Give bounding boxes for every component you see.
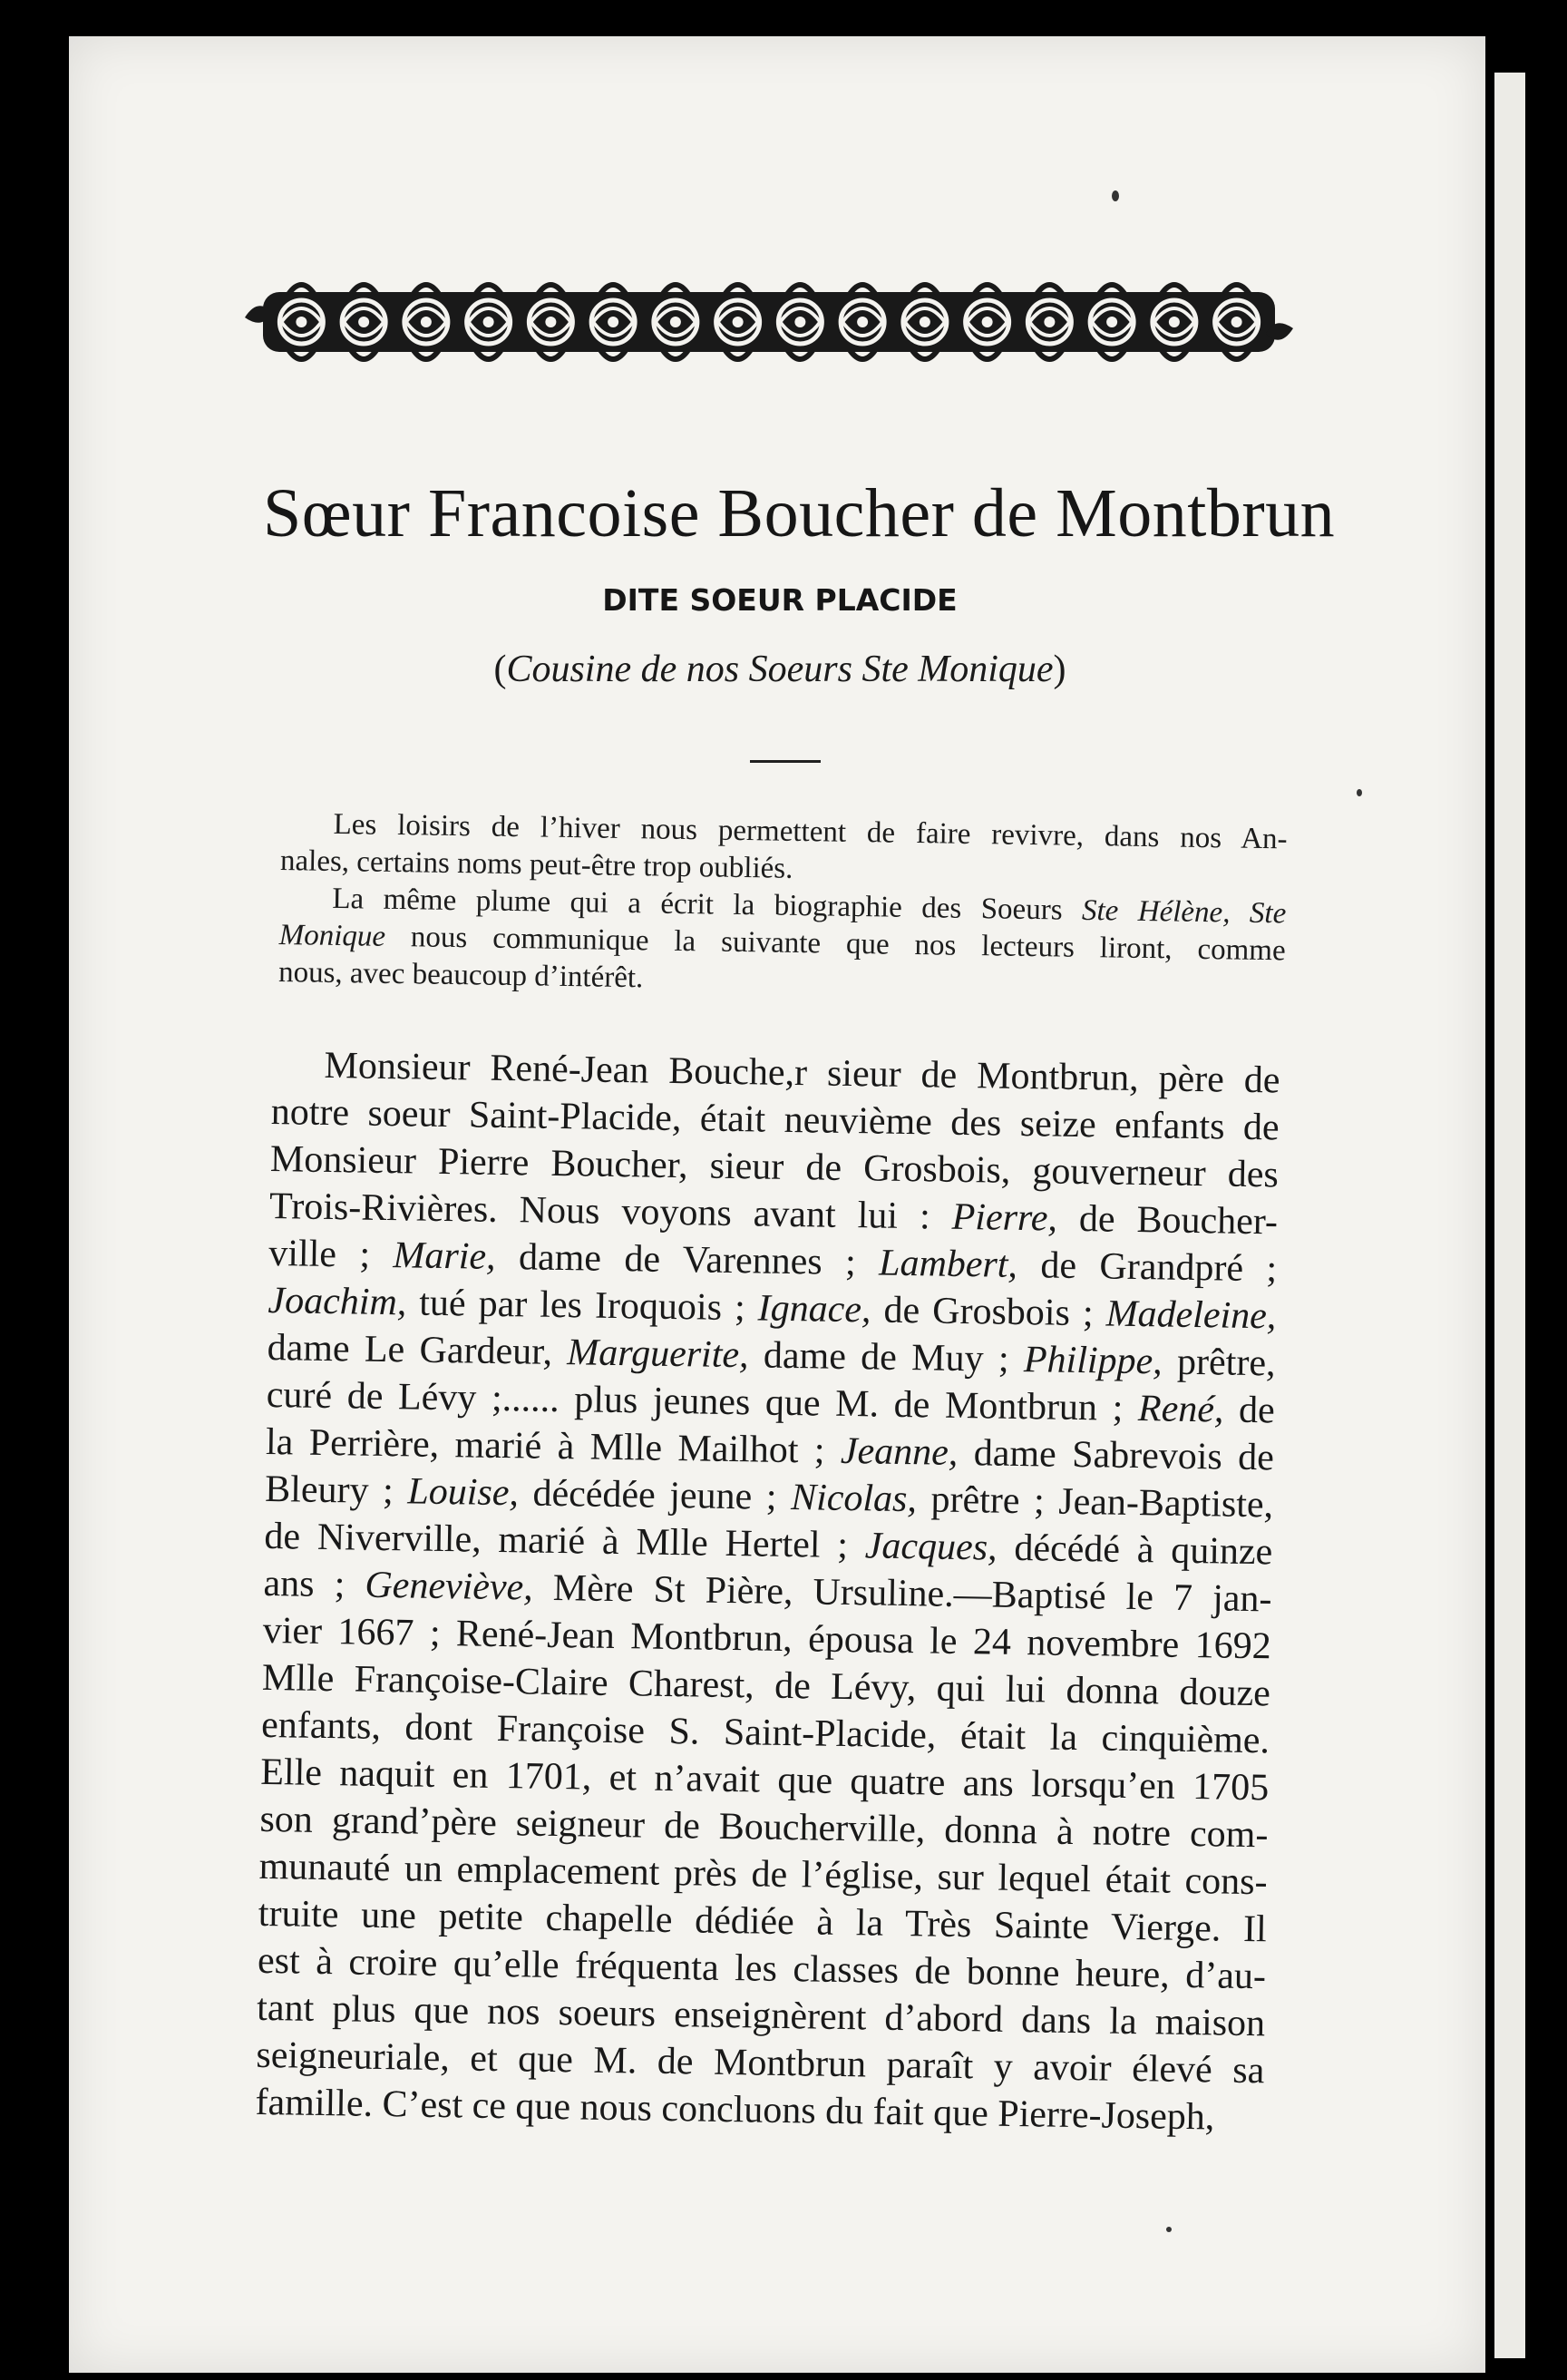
ink-speck xyxy=(1112,190,1119,201)
ornament-dot xyxy=(1169,317,1180,327)
italic-name: Jeanne, xyxy=(840,1429,959,1474)
italic-name: Monique xyxy=(278,918,386,953)
facing-page-edge xyxy=(1494,73,1525,2358)
italic-name: Louise, xyxy=(407,1470,520,1515)
text-run: nous, avec beaucoup d’intérêt. xyxy=(277,955,644,995)
section-divider xyxy=(750,760,821,763)
close-paren: ) xyxy=(1053,649,1066,690)
text-run: de Niverville, marié à Mlle Hertel ; xyxy=(264,1515,866,1567)
ornament-dot xyxy=(1231,317,1242,327)
italic-name: Ignace, xyxy=(757,1287,871,1331)
text-run: tué par les Iroquois ; xyxy=(405,1282,759,1330)
italic-name: Madeleine, xyxy=(1105,1292,1277,1338)
text-run: Elle naquit en 1701, et n’avait que quatre ans lorsqu’en 1705 xyxy=(259,1751,1270,1809)
text-run: truite une petite chapelle dédiée à la Très Sainte Vierge. Il xyxy=(258,1892,1268,1951)
text-run: nales, certains noms peut-être trop oubliés. xyxy=(279,844,793,885)
italic-name: Marguerite, xyxy=(567,1331,749,1377)
text-run: curé de Lévy ;...... plus jeunes que M. de Montbrun ; xyxy=(266,1373,1139,1430)
body-text xyxy=(255,1041,1280,2141)
ornament-dot xyxy=(857,317,868,327)
text-run: de Grandpré ; xyxy=(1017,1244,1278,1291)
text-run: dame de Varennes ; xyxy=(495,1235,880,1284)
ornament-dot xyxy=(421,317,432,327)
text-run: tant plus que nos soeurs enseignèrent d’abord dans la maison xyxy=(256,1986,1266,2045)
italic-name: Nicolas, xyxy=(790,1477,918,1521)
text-run: seigneuriale, et que M. de Montbrun paraît y avoir élevé sa xyxy=(256,2034,1265,2092)
text-run: dame Sabrevois de xyxy=(958,1431,1275,1479)
text-run: son grand’père seigneur de Boucherville, donna à notre com- xyxy=(259,1798,1269,1857)
italic-name: Geneviève, xyxy=(365,1564,534,1609)
text-run: notre soeur Saint-Placide, était neuvième des seize enfants de xyxy=(270,1090,1280,1149)
subtitle-parenthetical xyxy=(299,642,1260,697)
italic-name: Marie, xyxy=(393,1234,496,1278)
ornament-dot xyxy=(296,317,307,327)
intro-paragraph xyxy=(278,805,1288,1007)
text-run: Trois-Rivières. Nous voyons avant lui : xyxy=(268,1185,953,1238)
text-run: est à croire qu’elle fréquenta les classes de bonne heure, d’au- xyxy=(257,1939,1267,1998)
italic-name: Jacques, xyxy=(864,1525,998,1569)
ink-speck xyxy=(1166,2227,1172,2232)
ornament-dot xyxy=(670,317,681,327)
text-run: prêtre, xyxy=(1162,1341,1276,1385)
italic-name: Joachim, xyxy=(268,1279,407,1324)
ornament-dot xyxy=(545,317,556,327)
ornament-dot xyxy=(982,317,993,327)
italic-name: Ste Hélène, Ste xyxy=(1081,893,1287,931)
text-run: ans ; xyxy=(263,1562,365,1606)
text-run: famille. C’est ce que nous concluons du fait que Pierre-Joseph, xyxy=(255,2081,1215,2139)
italic-name: Philippe, xyxy=(1023,1339,1163,1383)
text-run: décédé à quinze xyxy=(997,1527,1273,1574)
text-run: Les loisirs de l’hiver nous permettent de faire revivre, dans nos An- xyxy=(333,807,1288,856)
ornament-dot xyxy=(920,317,930,327)
text-run: Mlle Françoise-Claire Charest, de Lévy, qui lui donna douze xyxy=(261,1656,1271,1715)
text-run: Bleury ; xyxy=(264,1468,408,1513)
text-run: vier 1667 ; René-Jean Montbrun, épousa le 24 novembre 1692 xyxy=(262,1609,1272,1668)
text-run: dame Le Gardeur, xyxy=(267,1326,568,1374)
text-run: Monsieur Pierre Boucher, sieur de Grosbois, gouverneur des xyxy=(269,1137,1280,1196)
ornament-dot xyxy=(1106,317,1117,327)
text-run: Monsieur René-Jean Bouche,r sieur de Montbrun, père de xyxy=(324,1044,1280,1102)
text-run: décédée jeune ; xyxy=(518,1472,792,1519)
text-run: ville ; xyxy=(268,1232,394,1277)
page-subtitle: DITE SOEUR PLACIDE xyxy=(602,582,958,618)
italic-name: René, xyxy=(1137,1388,1224,1431)
page-title: Sœur Francoise Boucher de Montbrun xyxy=(263,475,1336,551)
text-run: la Perrière, marié à Mlle Mailhot ; xyxy=(265,1420,842,1472)
ornament-dot xyxy=(608,317,618,327)
text-run: dame de Muy ; xyxy=(748,1334,1025,1381)
decorative-scroll-ornament xyxy=(238,254,1300,390)
text-run: munauté un emplacement près de l’église, sur lequel était cons- xyxy=(258,1845,1268,1904)
ink-speck xyxy=(1357,789,1362,796)
text-run: de Grosbois ; xyxy=(871,1289,1107,1335)
text-run: prêtre ; Jean-Baptiste, xyxy=(916,1478,1274,1527)
italic-name: Pierre, xyxy=(951,1195,1058,1240)
ornament-dot xyxy=(794,317,805,327)
text-run: de xyxy=(1223,1389,1276,1432)
text-run: de Boucher- xyxy=(1056,1197,1279,1244)
cousine-text: Cousine de nos Soeurs Ste Monique xyxy=(506,649,1054,690)
ornament-dot xyxy=(483,317,494,327)
text-run: nous communique la suivante que nos lecteurs liront, comme xyxy=(384,920,1286,968)
open-paren: ( xyxy=(493,649,507,690)
text-run: Mère St Pière, Ursuline.—Baptisé le 7 jan- xyxy=(532,1566,1272,1621)
ornament-dot xyxy=(733,317,744,327)
ornament-dot xyxy=(1044,317,1055,327)
text-run: La même plume qui a écrit la biographie des Soeurs xyxy=(332,882,1083,927)
ornament-dot xyxy=(358,317,369,327)
text-run: enfants, dont Françoise S. Saint-Placide, était la cinquième. xyxy=(260,1703,1270,1762)
italic-name: Lambert, xyxy=(878,1242,1018,1286)
